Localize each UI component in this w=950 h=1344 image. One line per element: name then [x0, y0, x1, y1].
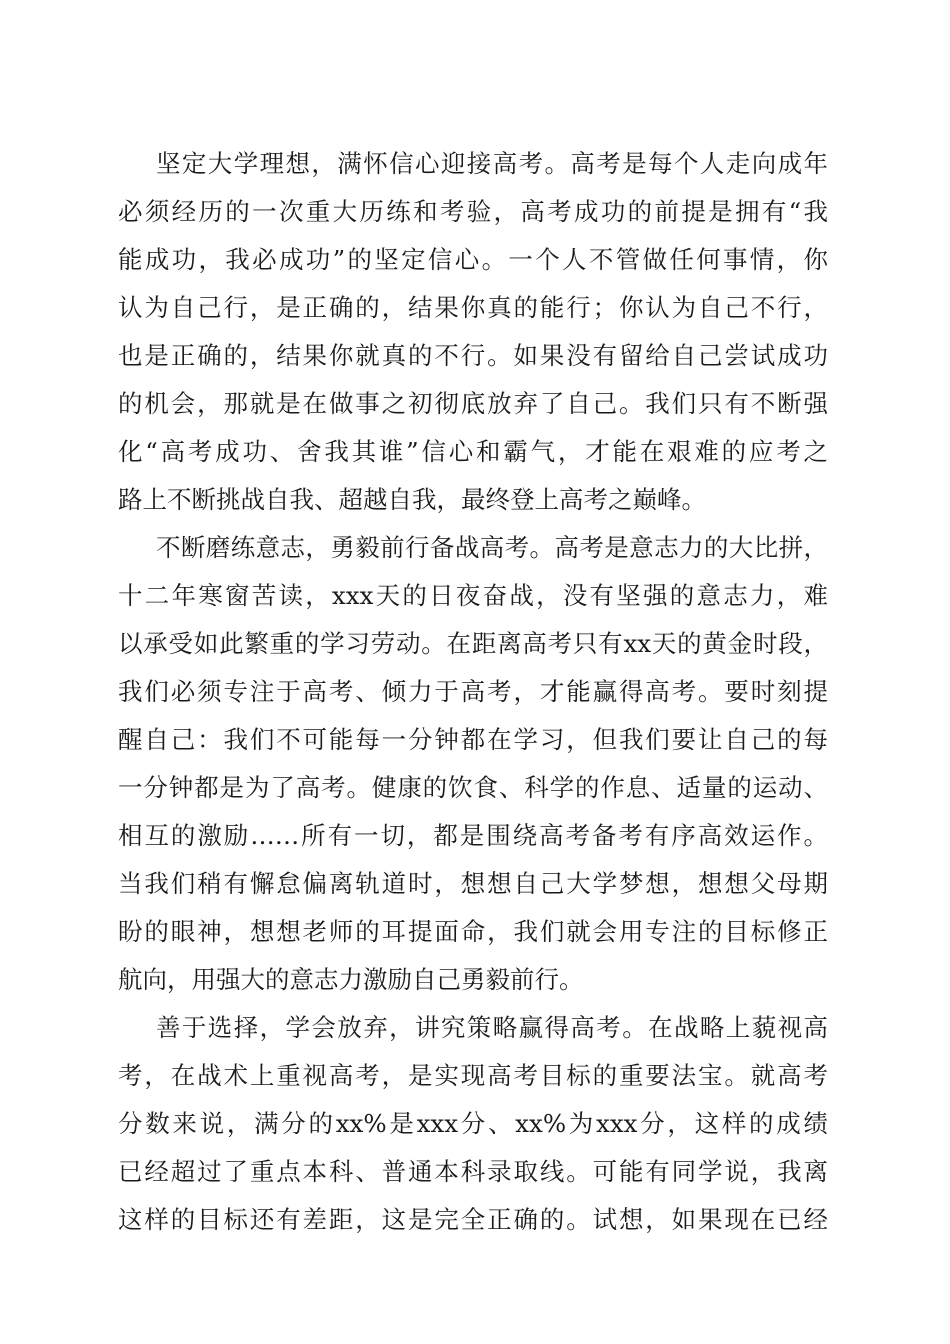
paragraph-line: 化“高考成功、舍我其谁”信心和霸气，才能在艰难的应考之 [118, 437, 828, 466]
paragraph-line: 已经超过了重点本科、普通本科录取线。可能有同学说，我离 [118, 1157, 828, 1186]
paragraph-3 [118, 1004, 828, 1244]
paragraph-line: 必须经历的一次重大历练和考验，高考成功的前提是拥有“我 [118, 197, 828, 226]
paragraph-line: 分数来说，满分的xx%是xxx分、xx%为xxx分，这样的成绩 [118, 1109, 828, 1138]
paragraph-line: 十二年寒窗苦读，xxx天的日夜奋战，没有坚强的意志力，难 [118, 581, 828, 610]
paragraph-line: 不断磨练意志，勇毅前行备战高考。高考是意志力的大比拼， [156, 533, 828, 562]
paragraph-line: 善于选择，学会放弃，讲究策略赢得高考。在战略上藐视高 [156, 1013, 828, 1042]
paragraph-line: 的机会，那就是在做事之初彻底放弃了自己。我们只有不断强 [118, 389, 828, 418]
paragraph-line: 路上不断挑战自我、超越自我，最终登上高考之巅峰。 [118, 485, 706, 514]
paragraph-2 [118, 524, 828, 1004]
paragraph-line: 相互的激励……所有一切，都是围绕高考备考有序高效运作。 [118, 821, 828, 850]
paragraph-line: 醒自己：我们不可能每一分钟都在学习，但我们要让自己的每 [118, 725, 828, 754]
paragraph-line: 一分钟都是为了高考。健康的饮食、科学的作息、适量的运动、 [118, 773, 828, 802]
document-body [118, 140, 828, 1244]
paragraph-1 [118, 140, 828, 524]
paragraph-line: 航向，用强大的意志力激励自己勇毅前行。 [118, 965, 584, 994]
paragraph-line: 坚定大学理想，满怀信心迎接高考。高考是每个人走向成年 [156, 149, 828, 178]
paragraph-line: 以承受如此繁重的学习劳动。在距离高考只有xx天的黄金时段， [118, 629, 828, 658]
paragraph-line: 考，在战术上重视高考，是实现高考目标的重要法宝。就高考 [118, 1061, 828, 1090]
paragraph-line: 认为自己行，是正确的，结果你真的能行；你认为自己不行， [118, 293, 828, 322]
paragraph-line: 也是正确的，结果你就真的不行。如果没有留给自己尝试成功 [118, 341, 828, 370]
paragraph-line: 当我们稍有懈怠偏离轨道时，想想自己大学梦想，想想父母期 [118, 869, 828, 898]
paragraph-line: 这样的目标还有差距，这是完全正确的。试想，如果现在已经 [118, 1205, 828, 1234]
paragraph-line: 我们必须专注于高考、倾力于高考，才能赢得高考。要时刻提 [118, 677, 828, 706]
paragraph-line: 盼的眼神，想想老师的耳提面命，我们就会用专注的目标修正 [118, 917, 828, 946]
paragraph-line: 能成功，我必成功”的坚定信心。一个人不管做任何事情，你 [118, 245, 828, 274]
